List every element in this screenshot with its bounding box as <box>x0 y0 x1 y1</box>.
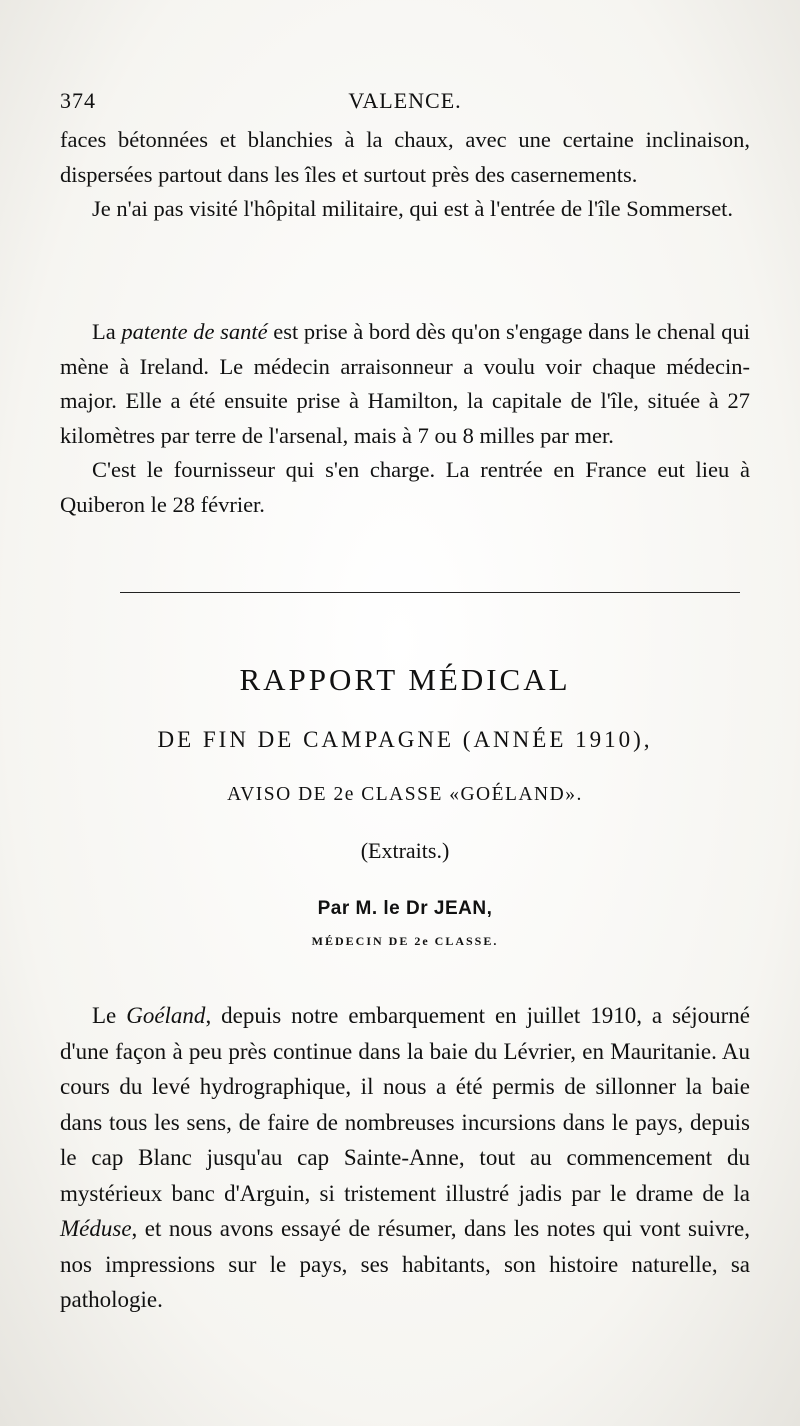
emphasis-goeland: Goéland <box>126 1003 206 1028</box>
article-subtitle: DE FIN DE CAMPAGNE (ANNÉE 1910), <box>157 727 653 752</box>
emphasis-meduse: Méduse <box>60 1216 132 1241</box>
article-title: RAPPORT MÉDICAL <box>239 662 571 697</box>
running-title: VALENCE. <box>348 88 462 113</box>
report-intro <box>60 998 750 1318</box>
patente-text <box>60 315 750 522</box>
running-head <box>60 88 750 118</box>
paragraph-faces: faces bétonnées et blanchies à la chaux, avec une certaine inclinaison, dispersées partout dans les îles et surtout près des casernements. <box>60 127 750 187</box>
paragraph-patente: La patente de santé est prise à bord dès qu'on s'engage dans le chenal qui mène à Ireland. Le médecin arraisonneur a voulu voir chaque médecin-major. Elle a été ensuite prise à Hamilton, la capitale de l'île, située à 27 kilomètres par terre de l'arsenal, mais à 7 ou 8 milles par mer. <box>60 319 750 448</box>
emphasis-patente: patente de santé <box>121 319 268 344</box>
paragraph-fournisseur: C'est le fournisseur qui s'en charge. La rentrée en France eut lieu à Quiberon le 28 février. <box>60 457 750 517</box>
paragraph-goeland: Le Goéland, depuis notre embarquement en juillet 1910, a séjourné d'une façon à peu près continue dans la baie du Lévrier, en Mauritanie. Au cours du levé hydrographique, il nous a été permis de sillonner la baie dans tous les sens, de faire de nombreuses incursions dans le pays, depuis le cap Blanc jusqu'au cap Sainte-Anne, tout au commencement du mystérieux banc d'Arguin, si tristement illustré jadis par le drame de la Méduse, et nous avons essayé de résumer, dans les notes qui vont suivre, nos impressions sur le pays, ses habitants, son histoire naturelle, sa pathologie. <box>60 1003 750 1312</box>
continuation-text <box>60 123 750 227</box>
page-number: 374 <box>60 88 96 113</box>
extracts-note: (Extraits.) <box>360 838 450 863</box>
section-divider <box>120 592 740 593</box>
paragraph-hopital: Je n'ai pas visité l'hôpital militaire, qui est à l'entrée de l'île Sommerset. <box>92 196 734 221</box>
ship-designation: AVISO DE 2e CLASSE «GOÉLAND». <box>227 784 583 805</box>
author-rank: MÉDECIN DE 2e CLASSE. <box>311 934 499 948</box>
author-byline: Par M. le Dr JEAN, <box>317 898 493 919</box>
